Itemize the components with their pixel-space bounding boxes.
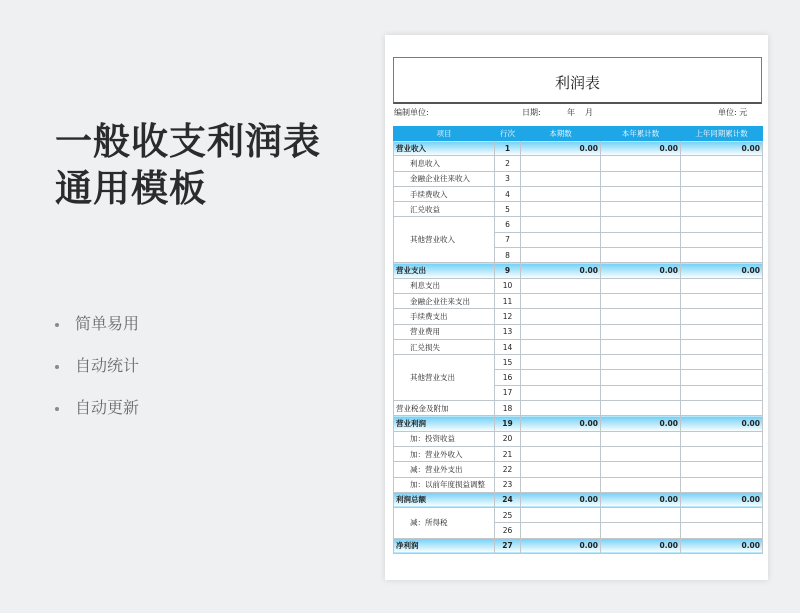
table-header <box>394 127 763 141</box>
value-cell[interactable]: 0.00 <box>681 141 763 156</box>
value-cell[interactable] <box>601 186 681 201</box>
row-item: 营业收入 <box>394 141 495 156</box>
value-cell[interactable] <box>681 370 763 385</box>
unit-label: 编制单位: <box>394 108 429 117</box>
feature-item: 简单易用 <box>55 310 139 352</box>
value-cell[interactable] <box>521 217 601 232</box>
value-cell[interactable]: 0.00 <box>521 416 601 431</box>
value-cell[interactable]: 0.00 <box>521 141 601 156</box>
table-row <box>394 401 763 416</box>
value-cell[interactable] <box>681 401 763 416</box>
value-cell[interactable] <box>601 370 681 385</box>
value-cell[interactable] <box>681 217 763 232</box>
value-cell[interactable] <box>521 385 601 400</box>
value-cell[interactable]: 0.00 <box>601 492 681 507</box>
value-cell[interactable] <box>681 186 763 201</box>
row-number: 19 <box>495 416 521 431</box>
row-item: 净利润 <box>394 538 495 553</box>
row-number: 22 <box>495 462 521 477</box>
value-cell[interactable] <box>521 202 601 217</box>
value-cell[interactable] <box>601 462 681 477</box>
table-row <box>394 462 763 477</box>
value-cell[interactable] <box>681 171 763 186</box>
value-cell[interactable] <box>681 523 763 538</box>
row-item: 营业利润 <box>394 416 495 431</box>
value-cell[interactable] <box>521 370 601 385</box>
row-number: 18 <box>495 401 521 416</box>
row-number: 1 <box>495 141 521 156</box>
value-cell[interactable] <box>681 339 763 354</box>
col-header: 本期数 <box>521 127 601 141</box>
value-cell[interactable] <box>521 477 601 492</box>
row-item: 利润总额 <box>394 492 495 507</box>
table-row <box>394 324 763 339</box>
table-row <box>394 538 763 553</box>
bullet-dot-icon <box>55 323 59 327</box>
value-cell[interactable] <box>601 446 681 461</box>
row-number: 23 <box>495 477 521 492</box>
row-number: 14 <box>495 339 521 354</box>
value-cell[interactable] <box>601 508 681 523</box>
sheet-title: 利润表 <box>393 57 762 104</box>
row-item: 手续费收入 <box>394 186 495 201</box>
col-header: 本年累计数 <box>601 127 681 141</box>
value-cell[interactable] <box>681 446 763 461</box>
row-item: 利息支出 <box>394 278 495 293</box>
value-cell[interactable] <box>601 248 681 263</box>
value-cell[interactable] <box>601 232 681 247</box>
row-number: 27 <box>495 538 521 553</box>
profit-table <box>393 126 763 554</box>
row-number: 3 <box>495 171 521 186</box>
value-cell[interactable] <box>521 324 601 339</box>
value-cell[interactable] <box>601 217 681 232</box>
value-cell[interactable] <box>601 523 681 538</box>
value-cell[interactable] <box>601 385 681 400</box>
value-cell[interactable] <box>521 293 601 308</box>
row-number: 4 <box>495 186 521 201</box>
value-cell[interactable]: 0.00 <box>681 416 763 431</box>
bullet-dot-icon <box>55 365 59 369</box>
col-header: 行次 <box>495 127 521 141</box>
year-label: 年 <box>567 108 575 117</box>
table-row <box>394 431 763 446</box>
value-cell[interactable] <box>681 248 763 263</box>
value-cell[interactable] <box>601 355 681 370</box>
row-item: 加：投资收益 <box>394 431 495 446</box>
row-item: 营业支出 <box>394 263 495 278</box>
value-cell[interactable] <box>521 232 601 247</box>
feature-item: 自动更新 <box>55 394 139 436</box>
headline-line-1: 一般收支利润表 <box>55 120 321 163</box>
bullet-dot-icon <box>55 407 59 411</box>
row-number: 16 <box>495 370 521 385</box>
value-cell[interactable]: 0.00 <box>601 416 681 431</box>
value-cell[interactable] <box>601 477 681 492</box>
value-cell[interactable] <box>601 171 681 186</box>
value-cell[interactable] <box>601 309 681 324</box>
row-number: 17 <box>495 385 521 400</box>
value-cell[interactable]: 0.00 <box>601 141 681 156</box>
value-cell[interactable] <box>681 324 763 339</box>
row-number: 9 <box>495 263 521 278</box>
table-row <box>394 278 763 293</box>
value-cell[interactable] <box>681 156 763 171</box>
value-cell[interactable] <box>681 202 763 217</box>
value-cell[interactable] <box>681 477 763 492</box>
value-cell[interactable]: 0.00 <box>601 263 681 278</box>
table-row <box>394 446 763 461</box>
spreadsheet-preview <box>385 35 768 580</box>
table-body <box>394 141 763 554</box>
value-cell[interactable]: 0.00 <box>521 263 601 278</box>
value-cell[interactable] <box>681 508 763 523</box>
row-number: 6 <box>495 217 521 232</box>
value-cell[interactable] <box>521 156 601 171</box>
row-number: 26 <box>495 523 521 538</box>
row-item: 加：以前年度损益调整 <box>394 477 495 492</box>
value-cell[interactable] <box>681 355 763 370</box>
row-number: 5 <box>495 202 521 217</box>
value-cell[interactable] <box>521 523 601 538</box>
table-row <box>394 416 763 431</box>
row-number: 24 <box>495 492 521 507</box>
row-item: 汇兑损失 <box>394 339 495 354</box>
value-cell[interactable] <box>521 248 601 263</box>
row-item: 金融企业往来收入 <box>394 171 495 186</box>
value-cell[interactable]: 0.00 <box>681 492 763 507</box>
col-header: 项目 <box>394 127 495 141</box>
value-cell[interactable] <box>521 508 601 523</box>
table-row <box>394 492 763 507</box>
date-label: 日期: <box>522 108 541 117</box>
feature-list <box>55 310 139 436</box>
row-number: 21 <box>495 446 521 461</box>
value-cell[interactable] <box>521 431 601 446</box>
row-item: 加：营业外收入 <box>394 446 495 461</box>
value-cell[interactable]: 0.00 <box>681 538 763 553</box>
row-number: 8 <box>495 248 521 263</box>
row-item: 其他营业支出 <box>394 355 495 401</box>
table-row <box>394 171 763 186</box>
value-cell[interactable] <box>521 401 601 416</box>
value-cell[interactable] <box>601 278 681 293</box>
row-number: 25 <box>495 508 521 523</box>
value-cell[interactable]: 0.00 <box>521 492 601 507</box>
table-row <box>394 186 763 201</box>
value-cell[interactable] <box>681 385 763 400</box>
value-cell[interactable]: 0.00 <box>681 263 763 278</box>
value-cell[interactable] <box>521 186 601 201</box>
row-item: 利息收入 <box>394 156 495 171</box>
month-label: 月 <box>585 108 593 117</box>
table-row <box>394 141 763 156</box>
value-cell[interactable] <box>601 324 681 339</box>
row-number: 20 <box>495 431 521 446</box>
table-row <box>394 309 763 324</box>
row-number: 7 <box>495 232 521 247</box>
value-cell[interactable] <box>521 278 601 293</box>
row-number: 12 <box>495 309 521 324</box>
value-cell[interactable] <box>521 446 601 461</box>
row-item: 手续费支出 <box>394 309 495 324</box>
headline-line-2: 通用模板 <box>55 167 207 210</box>
value-cell[interactable]: 0.00 <box>601 538 681 553</box>
headline <box>55 118 321 212</box>
value-cell[interactable] <box>681 462 763 477</box>
table-row <box>394 156 763 171</box>
feature-item: 自动统计 <box>55 352 139 394</box>
table-row <box>394 355 763 370</box>
row-item: 营业费用 <box>394 324 495 339</box>
value-cell[interactable] <box>601 202 681 217</box>
row-item: 金融企业往来支出 <box>394 293 495 308</box>
value-cell[interactable] <box>521 171 601 186</box>
table-row <box>394 217 763 232</box>
value-cell[interactable] <box>601 293 681 308</box>
row-number: 10 <box>495 278 521 293</box>
value-cell[interactable] <box>601 431 681 446</box>
value-cell[interactable] <box>601 401 681 416</box>
row-item: 减：所得税 <box>394 508 495 539</box>
row-number: 13 <box>495 324 521 339</box>
row-item: 汇兑收益 <box>394 202 495 217</box>
table-row <box>394 263 763 278</box>
row-item: 减：营业外支出 <box>394 462 495 477</box>
value-cell[interactable] <box>681 278 763 293</box>
value-cell[interactable] <box>601 339 681 354</box>
value-cell[interactable] <box>521 355 601 370</box>
value-cell[interactable] <box>521 339 601 354</box>
table-row <box>394 202 763 217</box>
row-number: 2 <box>495 156 521 171</box>
value-cell[interactable] <box>601 156 681 171</box>
table-row <box>394 339 763 354</box>
row-item: 其他营业收入 <box>394 217 495 263</box>
value-cell[interactable] <box>681 309 763 324</box>
currency-label: 单位: 元 <box>718 108 748 117</box>
row-number: 11 <box>495 293 521 308</box>
value-cell[interactable] <box>521 462 601 477</box>
table-row <box>394 508 763 523</box>
value-cell[interactable] <box>521 309 601 324</box>
value-cell[interactable] <box>681 431 763 446</box>
value-cell[interactable] <box>681 232 763 247</box>
table-row <box>394 477 763 492</box>
table-row <box>394 293 763 308</box>
value-cell[interactable] <box>681 293 763 308</box>
value-cell[interactable]: 0.00 <box>521 538 601 553</box>
row-item: 营业税金及附加 <box>394 401 495 416</box>
col-header: 上年同期累计数 <box>681 127 763 141</box>
row-number: 15 <box>495 355 521 370</box>
